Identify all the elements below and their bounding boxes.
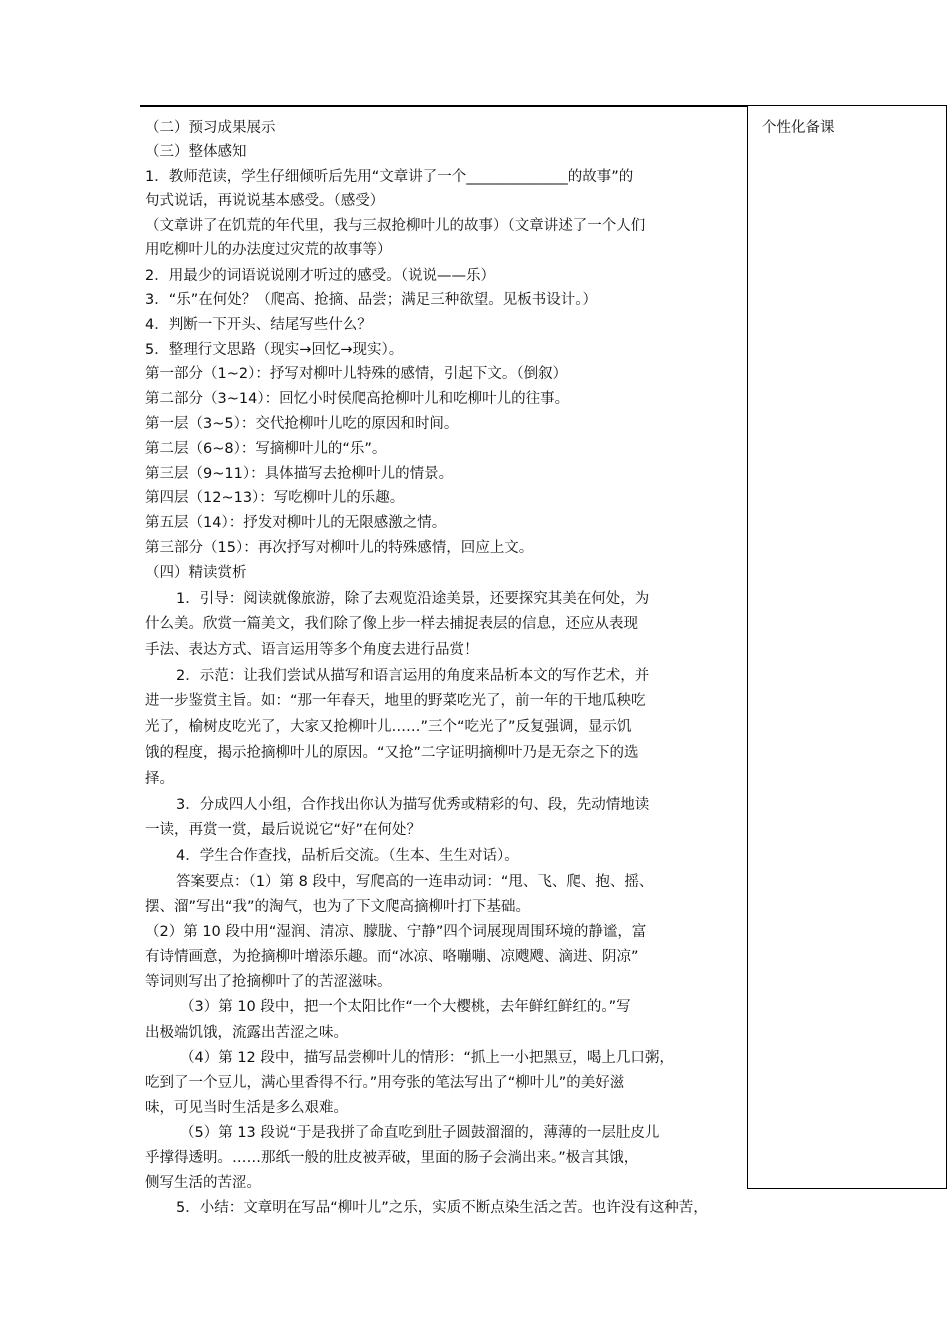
- text-line: （文章讲了在饥荒的年代里，我与三叔抢柳叶儿的故事）（文章讲述了一个人们: [145, 218, 646, 234]
- text-line: 有诗情画意，为抢摘柳叶增添乐趣。而“冰凉、咯嘣嘣、凉飕飕、滴进、阴凉”: [145, 949, 639, 965]
- text-line: 4．学生合作查找，品析后交流。（生本、生生对话）。: [176, 848, 519, 864]
- text-line: 手法、表达方式、语言运用等多个角度去进行品赏！: [145, 642, 479, 658]
- text-line: 味，可见当时生活是多么艰难。: [145, 1100, 348, 1116]
- text-line: 1．教师范读，学生仔细倾听后先用“文章讲了一个______________的故事”的: [145, 169, 634, 185]
- text-line: 第二层（6~8）：写摘柳叶儿的“乐”。: [145, 441, 387, 457]
- sidebar-title: 个性化备课: [762, 120, 835, 136]
- text-line: 饿的程度，揭示抢摘柳叶儿的原因。“又抢”二字证明摘柳叶乃是无奈之下的选: [145, 745, 639, 761]
- text-line: 3．分成四人小组，合作找出你认为描写优秀或精彩的句、段，先动情地读: [176, 797, 650, 813]
- text-line: 第二部分（3~14）：回忆小时侯爬高抢柳叶儿和吃柳叶儿的往事。: [145, 391, 570, 407]
- text-line: 择。: [145, 771, 174, 787]
- text-line: （二）预习成果展示: [145, 120, 276, 136]
- lesson-prep-sidebar: [747, 105, 947, 1189]
- text-line: （4）第 12 段中，描写品尝柳叶儿的情形：“抓上一小把黑豆，喝上几口粥，: [180, 1050, 674, 1066]
- text-line: 第四层（12~13）：写吃柳叶儿的乐趣。: [145, 490, 405, 506]
- text-line: 5．整理行文思路（现实→回忆→现实）。: [145, 342, 404, 358]
- text-line: 一读，再赏一赏，最后说说它“好”在何处？: [145, 822, 422, 838]
- text-line: 2．示范：让我们尝试从描写和语言运用的角度来品析本文的写作艺术，并: [176, 668, 650, 684]
- text-line: （三）整体感知: [145, 144, 247, 160]
- text-line: 答案要点：（1）第 8 段中，写爬高的一连串动词：“甩、飞、爬、抱、摇、: [176, 874, 654, 890]
- text-line: 侧写生活的苦涩。: [145, 1175, 261, 1191]
- text-line: 句式说话，再说说基本感受。（感受）: [145, 193, 385, 209]
- text-line: 进一步鉴赏主旨。如：“那一年春天，地里的野菜吃光了，前一年的干地瓜秧吃: [145, 693, 646, 709]
- text-line: 吃到了一个豆儿，满心里香得不行。”用夸张的笔法写出了“柳叶儿”的美好滋: [145, 1075, 625, 1091]
- text-line: 第三层（9~11）：具体描写去抢柳叶儿的情景。: [145, 466, 454, 482]
- text-line: 第三部分（15）：再次抒写对柳叶儿的特殊感情，回应上文。: [145, 540, 534, 556]
- text-line: 1．引导：阅读就像旅游，除了去观览沿途美景，还要探究其美在何处，为: [176, 591, 650, 607]
- text-line: 摆、溜”写出“我”的淘气，也为了下文爬高摘柳叶打下基础。: [145, 899, 531, 915]
- text-line: 用吃柳叶儿的办法度过灾荒的故事等）: [145, 242, 392, 258]
- text-line: （2）第 10 段中用“湿润、清凉、朦胧、宁静”四个词展现周围环境的静谧，富: [145, 924, 647, 940]
- text-line: 什么美。欣赏一篇美文，我们除了像上步一样去捕捉表层的信息，还应从表现: [145, 616, 638, 632]
- text-line: 4．判断一下开头、结尾写些什么？: [145, 317, 372, 333]
- text-line: 第一层（3~5）：交代抢柳叶儿吃的原因和时间。: [145, 416, 459, 432]
- text-line: 等词则写出了抢摘柳叶了的苦涩滋味。: [145, 974, 392, 990]
- text-line: 第一部分（1~2）：抒写对柳叶儿特殊的感情，引起下文。（倒叙）: [145, 366, 568, 382]
- text-line: （3）第 10 段中，把一个太阳比作“一个大樱桃，去年鲜红鲜红的。”写: [180, 999, 631, 1015]
- text-line: 3．“乐”在何处？（爬高、抢摘、品尝；满足三种欲望。见板书设计。）: [145, 292, 597, 308]
- text-line: （5）第 13 段说“于是我拼了命直吃到肚子圆鼓溜溜的，薄薄的一层肚皮儿: [180, 1125, 660, 1141]
- text-line: 第五层（14）：抒发对柳叶儿的无限感激之情。: [145, 515, 447, 531]
- text-line: （四）精读赏析: [145, 565, 247, 581]
- text-line: 2．用最少的词语说说刚才听过的感受。（说说——乐）: [145, 268, 495, 284]
- text-line: 光了，榆树皮吃光了，大家又抢柳叶儿……”三个“吃光了”反复强调，显示饥: [145, 719, 632, 735]
- text-line: 出极端饥饿，流露出苦涩之味。: [145, 1025, 348, 1041]
- text-line: 5．小结：文章明在写品“柳叶儿”之乐，实质不断点染生活之苦。也许没有这种苦，: [176, 1200, 708, 1216]
- text-line: 乎撑得透明。……那纸一般的肚皮被弄破，里面的肠子会淌出来。”极言其饿，: [145, 1150, 639, 1166]
